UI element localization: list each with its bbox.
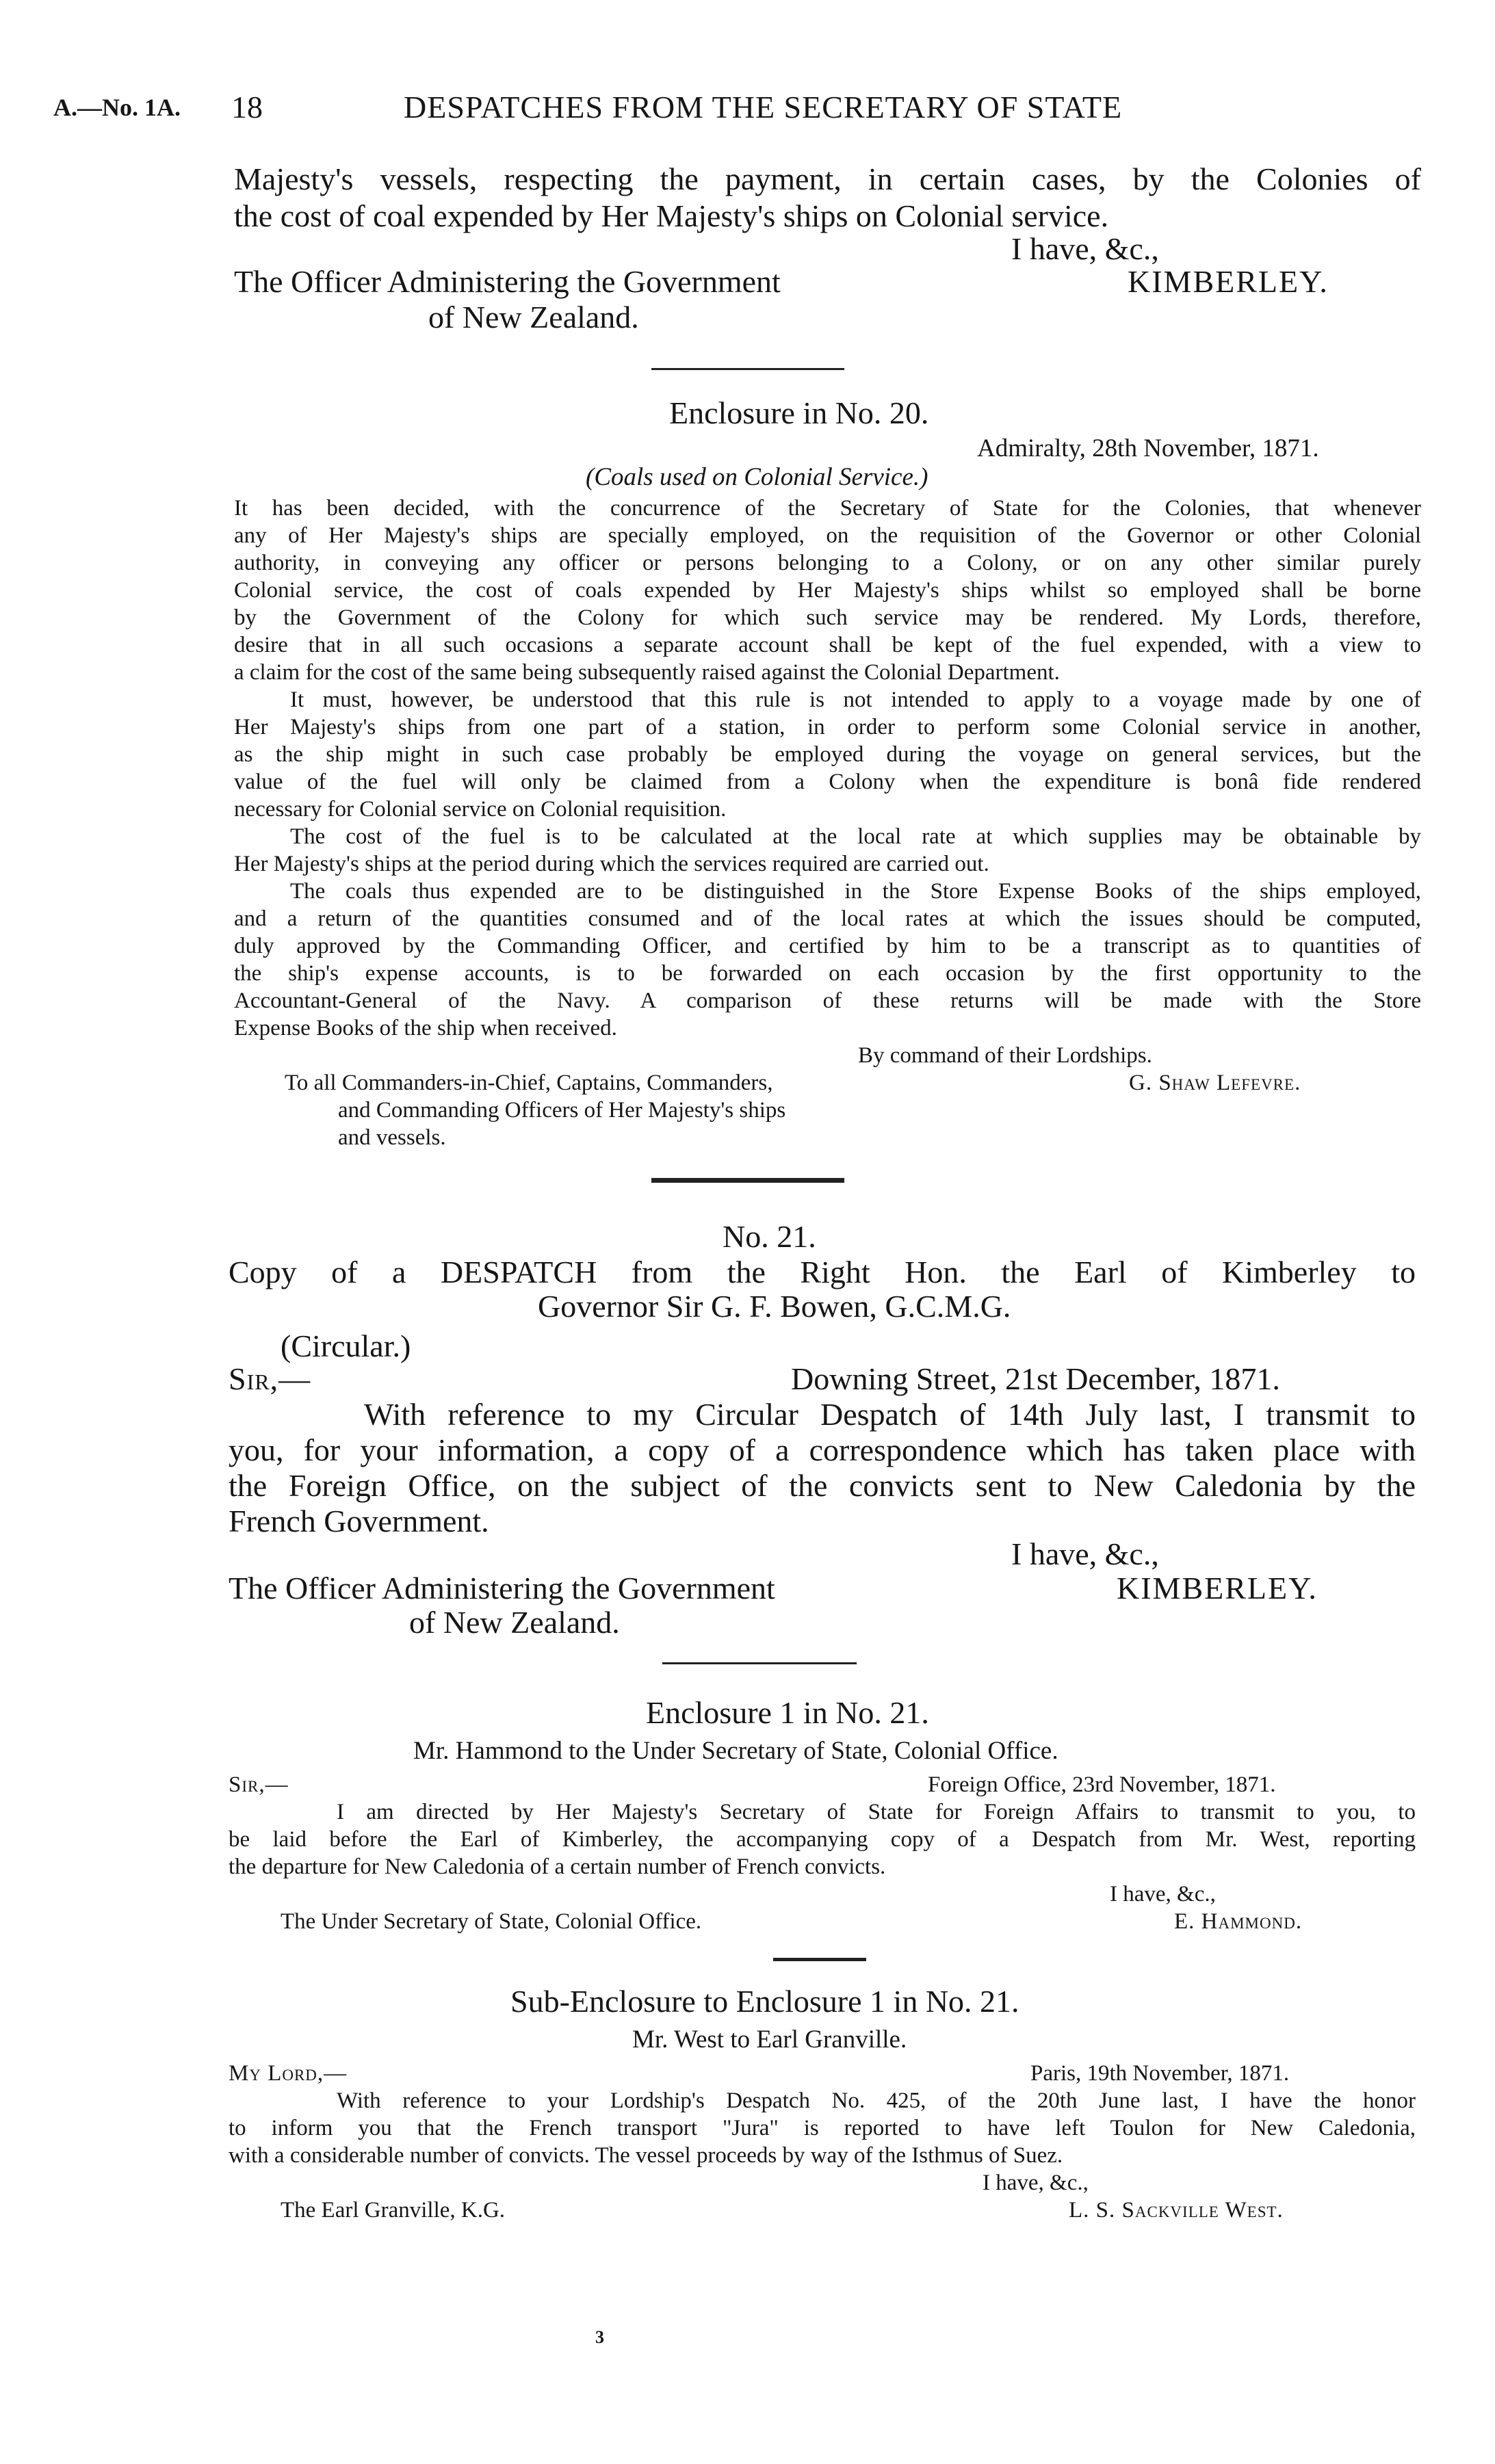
paragraph-line: It has been decided, with the concurrence of the Secretary of State for the Colonies, that whenever [234,496,1421,521]
signature-hammond: E. Hammond. [1174,1909,1303,1934]
divider [651,368,844,370]
addressee-line-1: The Officer Administering the Government [234,264,781,299]
signature-kimberley: KIMBERLEY. [1117,1571,1318,1605]
sub-enclosure-heading: Sub-Enclosure to Enclosure 1 in No. 21. [510,1984,1019,2019]
paragraph-line: necessary for Colonial service on Colonial requisition. [234,797,727,822]
signature-kimberley: KIMBERLEY. [1128,264,1329,299]
divider [662,1662,857,1664]
paragraph-line: Expense Books of the ship when received. [234,1016,617,1040]
paragraph-line: as the ship might in such case probably be employed during the voyage on general services, but the [234,742,1421,767]
body-line: with a considerable number of convicts. The vessel proceeds by way of the Isthmus of Suez. [229,2143,1063,2168]
paragraph-line: any of Her Majesty's ships are specially employed, on the requisition of the Governor or other Colonial [234,523,1421,548]
paragraph-line: The coals thus expended are to be distinguished in the Store Expense Books of the ships employed, [290,879,1421,904]
sub-enclosure-place-date: Paris, 19th November, 1871. [1030,2061,1290,2086]
enclosure-20-heading: Enclosure in No. 20. [669,395,929,430]
despatch-21-heading: No. 21. [723,1219,816,1254]
page-header [0,86,1495,127]
closing-i-have: I have, &c., [1011,231,1159,266]
body-line: be laid before the Earl of Kimberley, the accompanying copy of a Despatch from Mr. West, reporting [229,1827,1416,1852]
salutation-my-lord: My Lord,— [229,2061,348,2086]
circular-label: (Circular.) [281,1328,411,1363]
continuation-line-2: the cost of coal expended by Her Majesty's ships on Colonial service. [234,198,1109,233]
document-reference: A.—No. 1A. [53,94,181,121]
body-line: French Government. [229,1504,489,1538]
by-command: By command of their Lordships. [858,1043,1152,1068]
enclosure-20-subject: (Coals used on Colonial Service.) [586,463,928,491]
paragraph-line: It must, however, be understood that this rule is not intended to apply to a voyage made by one of [290,687,1421,712]
continuation-line-1: Majesty's vessels, respecting the payment, in certain cases, by the Colonies of [234,161,1421,196]
distribution-line-3: and vessels. [338,1125,446,1150]
paragraph-line: authority, in conveying any officer or persons belonging to a Colony, or on any other similar purely [234,551,1421,575]
closing-i-have: I have, &c., [1011,1536,1159,1571]
paragraph-line: by the Government of the Colony for which such service may be rendered. My Lords, therefore, [234,605,1421,630]
paragraph-line: the ship's expense accounts, is to be forwarded on each occasion by the first opportunity to the [234,961,1421,986]
salutation-sir: Sir,— [229,1361,311,1396]
addressee-line-2: of New Zealand. [428,300,639,335]
addressee: The Earl Granville, K.G. [281,2198,506,2223]
footer-signature-mark: 3 [595,2327,604,2347]
paragraph-line: a claim for the cost of the same being subsequently raised against the Colonial Department. [234,660,1060,685]
body-line: With reference to my Circular Despatch of 14th July last, I transmit to [364,1397,1416,1432]
body-line: to inform you that the French transport "Jura" is reported to have left Toulon for New Caledonia, [229,2116,1416,2140]
page-number: 18 [231,90,263,124]
signature-sackville-west: L. S. Sackville West. [1069,2198,1284,2223]
running-title: DESPATCHES FROM THE SECRETARY OF STATE [404,90,1123,124]
despatch-21-title-line-2: Governor Sir G. F. Bowen, G.C.M.G. [538,1289,1011,1324]
enclosure-1-from-to: Mr. Hammond to the Under Secretary of State, Colonial Office. [413,1737,1058,1765]
paragraph-line: value of the fuel will only be claimed from a Colony when the expenditure is bonâ fide rendered [234,770,1421,794]
paragraph-line: desire that in all such occasions a separate account shall be kept of the fuel expended, with a view to [234,633,1421,657]
addressee: The Under Secretary of State, Colonial Office. [281,1909,702,1934]
body-line: I am directed by Her Majesty's Secretary of State for Foreign Affairs to transmit to you, to [337,1800,1416,1824]
addressee-line-2: of New Zealand. [409,1605,620,1640]
closing-i-have: I have, &c., [983,2171,1089,2195]
closing-i-have: I have, &c., [1110,1882,1216,1906]
despatch-21-title-line-1: Copy of a DESPATCH from the Right Hon. the Earl of Kimberley to [229,1255,1416,1289]
paragraph-line: Her Majesty's ships from one part of a station, in order to perform some Colonial service in another, [234,715,1421,739]
paragraph-line: and a return of the quantities consumed and of the local rates at which the issues should be computed, [234,906,1421,931]
paragraph-line: Her Majesty's ships at the period during which the services required are carried out. [234,852,989,876]
body-line: With reference to your Lordship's Despatch No. 425, of the 20th June last, I have the honor [337,2088,1416,2113]
paragraph-line: Colonial service, the cost of coals expended by Her Majesty's ships whilst so employed shall be borne [234,578,1421,603]
despatch-21-place-date: Downing Street, 21st December, 1871. [791,1361,1280,1396]
distribution-line-1: To all Commanders-in-Chief, Captains, Commanders, [285,1071,773,1095]
heavy-divider [651,1178,844,1183]
enclosure-20-place-date: Admiralty, 28th November, 1871. [977,434,1319,462]
sub-enclosure-from-to: Mr. West to Earl Granville. [632,2026,907,2054]
addressee-line-1: The Officer Administering the Government [229,1571,775,1605]
body-line: you, for your information, a copy of a correspondence which has taken place with [229,1432,1416,1467]
body-line: the Foreign Office, on the subject of the convicts sent to New Caledonia by the [229,1468,1416,1503]
paragraph-line: Accountant-General of the Navy. A comparison of these returns will be made with the Store [234,988,1421,1013]
heavy-divider [773,1958,866,1961]
signature-shaw-lefevre: G. Shaw Lefevre. [1129,1071,1301,1095]
enclosure-1-place-date: Foreign Office, 23rd November, 1871. [928,1772,1276,1797]
enclosure-1-heading: Enclosure 1 in No. 21. [646,1695,929,1730]
body-line: the departure for New Caledonia of a certain number of French convicts. [229,1854,886,1879]
salutation-sir: Sir,— [229,1772,289,1797]
paragraph-line: The cost of the fuel is to be calculated at the local rate at which supplies may be obtainable by [290,824,1421,849]
paragraph-line: duly approved by the Commanding Officer, and certified by him to be a transcript as to quantities of [234,934,1421,958]
distribution-line-2: and Commanding Officers of Her Majesty's ships [338,1098,786,1123]
